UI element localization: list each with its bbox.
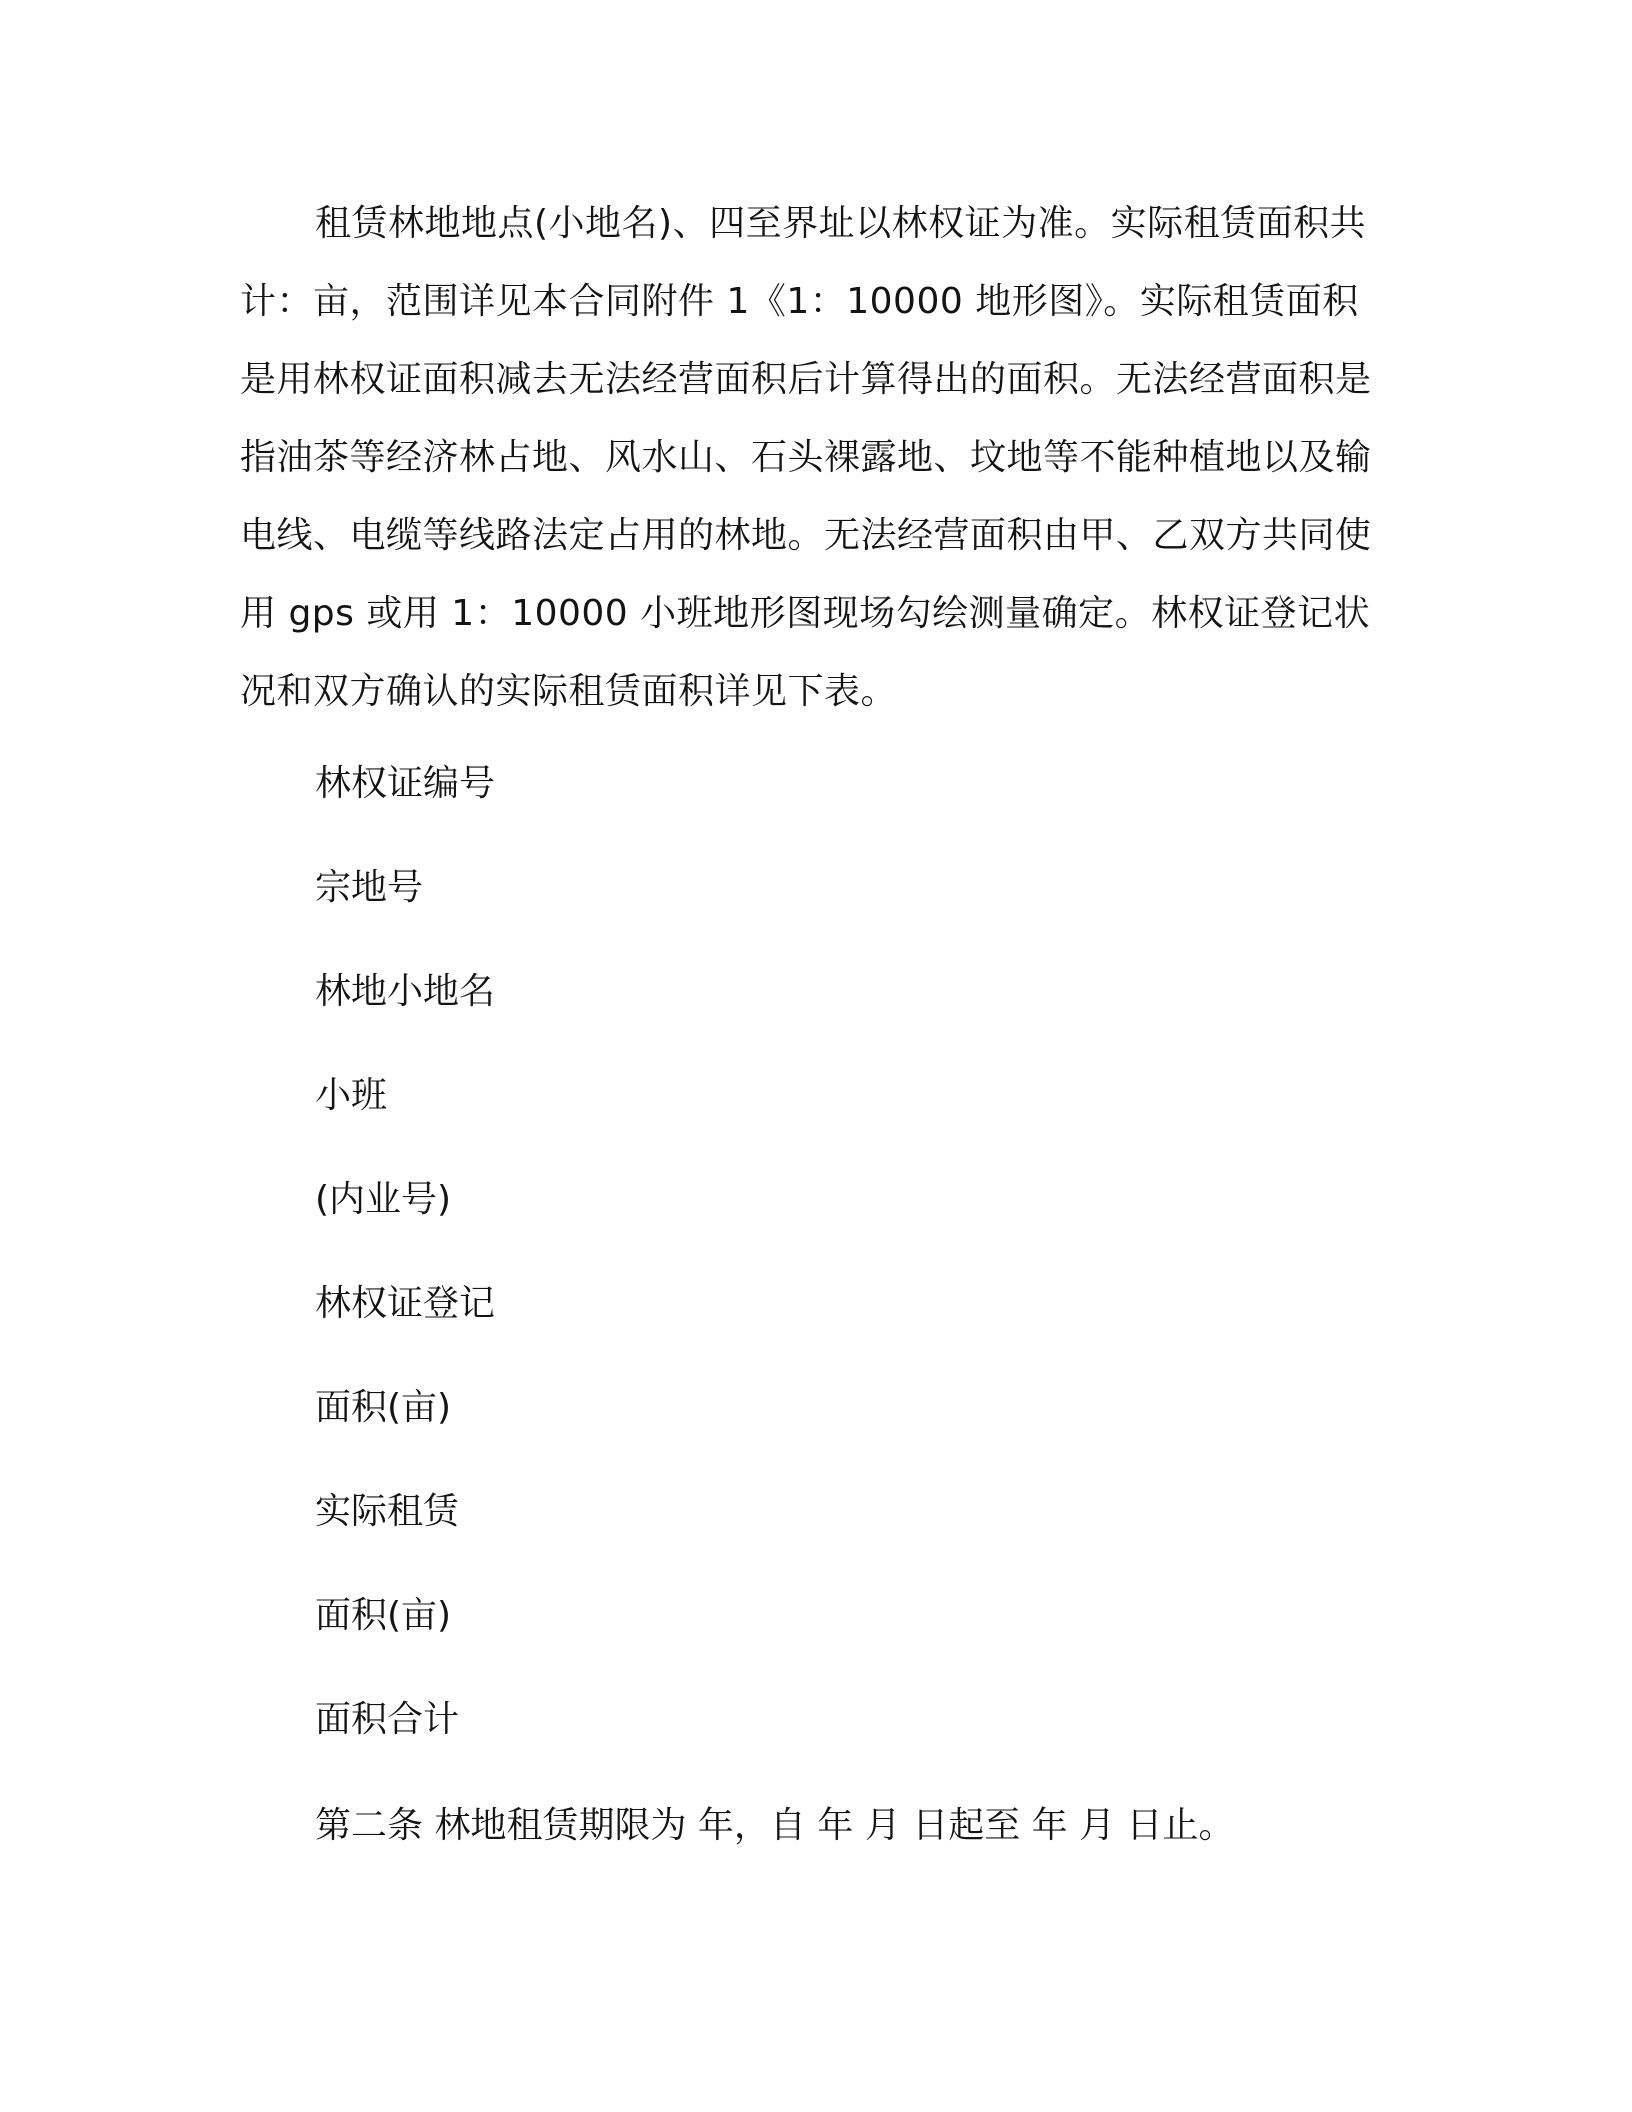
field-sub-compartment: 小班 bbox=[315, 1075, 388, 1116]
field-forest-place-name: 林地小地名 bbox=[315, 971, 496, 1012]
field-forest-cert-number: 林权证编号 bbox=[315, 763, 496, 804]
field-cert-registered: 林权证登记 bbox=[315, 1283, 496, 1324]
field-actual-area: 面积(亩) bbox=[315, 1595, 452, 1636]
field-parcel-number: 宗地号 bbox=[315, 867, 424, 908]
table-field-list bbox=[315, 754, 495, 1794]
article-two-lease-term: 第二条 林地租赁期限为 年，自 年 月 日起至 年 月 日止。 bbox=[315, 1805, 1235, 1846]
field-actual-lease: 实际租赁 bbox=[315, 1491, 460, 1532]
lease-area-paragraph: 租赁林地地点(小地名)、四至界址以林权证为准。实际租赁面积共计：亩，范围详见本合同附件 1《1：10000 地形图》。实际租赁面积是用林权证面积减去无法经营面积后计算得出的面积。无法经营面积是指油茶等经济林占地、风水山、石头裸露地、坟地等不能种植地以及输电线、电缆等线路法定占用的林地。无法经营面积由甲、乙双方共同使用 gps 或用 1：10000 小班地形图现场勾绘测量确定。林权证登记状况和双方确认的实际租赁面积详见下表。 bbox=[240, 203, 1372, 712]
field-area-total: 面积合计 bbox=[315, 1699, 460, 1740]
field-registered-area: 面积(亩) bbox=[315, 1387, 452, 1428]
field-internal-number: (内业号) bbox=[315, 1179, 452, 1220]
